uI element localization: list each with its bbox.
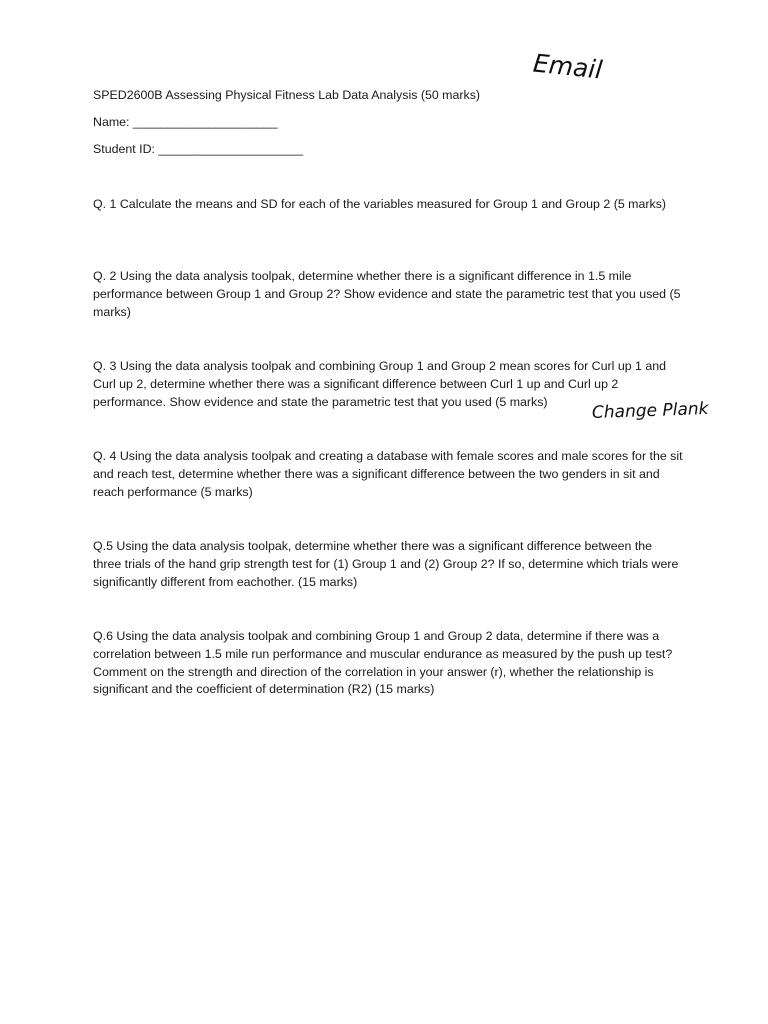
question-4: Q. 4 Using the data analysis toolpak and creating a database with female scores and male scores for the sit and reach test, determine whether there was a significant difference between the two genders in sit and reach performance (5 marks)	[93, 449, 683, 499]
handwritten-note-email: Email	[531, 48, 604, 85]
question-5: Q.5 Using the data analysis toolpak, determine whether there was a significant difference between the three trials of the hand grip strength test for (1) Group 1 and (2) Group 2? If so, determine which trials were significantly different from eachother. (15 marks)	[93, 539, 679, 589]
question-1: Q. 1 Calculate the means and SD for each of the variables measured for Group 1 and Group 2 (5 marks)	[93, 197, 667, 211]
document-title: SPED2600B Assessing Physical Fitness Lab Data Analysis (50 marks)	[93, 88, 481, 102]
student-id-field-line: Student ID: _____________________	[93, 142, 304, 156]
name-field-line: Name: _____________________	[93, 115, 278, 129]
question-6: Q.6 Using the data analysis toolpak and combining Group 1 and Group 2 data, determine if there was a correlation between 1.5 mile run performance and muscular endurance as measured by the push up test? Comment on the strength and direction of the correlation in your answer (r), whether the relationship is significant and the coefficient of determination (R2) (15 marks)	[93, 629, 673, 697]
question-3: Q. 3 Using the data analysis toolpak and combining Group 1 and Group 2 mean scores for Curl up 1 and Curl up 2, determine whether there was a significant difference between Curl 1 up and Curl up 2 performance. Show evidence and state the parametric test that you used (5 marks)	[93, 359, 667, 409]
handwritten-note-change-plank: Change Plank	[591, 398, 709, 424]
question-2: Q. 2 Using the data analysis toolpak, determine whether there is a significant difference in 1.5 mile performance between Group 1 and Group 2? Show evidence and state the parametric test that you used (5 marks)	[93, 269, 681, 319]
